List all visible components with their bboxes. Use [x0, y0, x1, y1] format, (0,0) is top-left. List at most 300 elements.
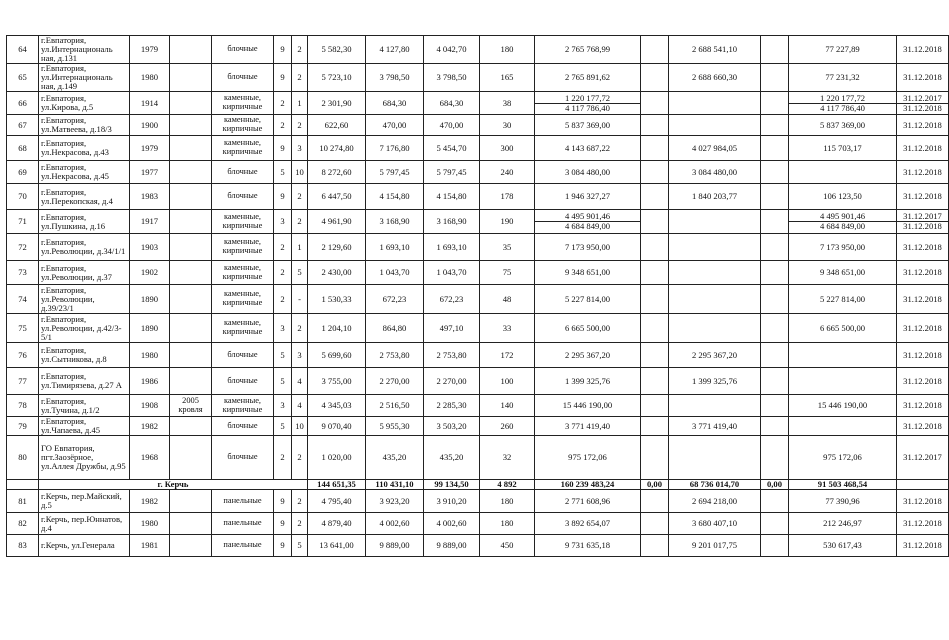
floors-cell: 5 [274, 368, 292, 395]
year-built-cell: 1979 [130, 136, 170, 161]
funding-1-cell [641, 64, 669, 92]
wall-material-cell: каменные, кирпичные [212, 92, 274, 115]
funding-3-cell [761, 161, 789, 184]
funding-2-cell: 3 680 407,10 [669, 513, 761, 535]
subtotal-row [7, 480, 949, 490]
funding-2-cell: 3 084 480,00 [669, 161, 761, 184]
table-body [7, 36, 949, 557]
entrances-cell: 4 [292, 395, 308, 417]
total-cost-cell: 2 771 608,96 [535, 490, 641, 513]
total-area-cell: 4 345,03 [308, 395, 366, 417]
residential-area-cell: 1 043,70 [424, 261, 480, 285]
repair-year-cell [170, 314, 212, 343]
total-area-cell: 1 020,00 [308, 436, 366, 480]
row-number: 79 [7, 417, 39, 436]
year-built-cell: 1980 [130, 513, 170, 535]
funding-1-cell [641, 92, 669, 115]
floors-cell: 2 [274, 436, 292, 480]
total-area-cell: 5 699,60 [308, 343, 366, 368]
total-area-cell: 4 879,40 [308, 513, 366, 535]
funding-4-cell-line: 4 117 786,40 [789, 103, 896, 113]
total-cost-cell: 1 399 325,76 [535, 368, 641, 395]
table-row [7, 490, 949, 513]
total-cost-cell-split [535, 94, 640, 113]
table-row [7, 161, 949, 184]
premises-area-cell: 684,30 [366, 92, 424, 115]
funding-3-cell [761, 535, 789, 557]
funding-2-cell [669, 92, 761, 115]
premises-area-cell: 5 797,45 [366, 161, 424, 184]
entrances-cell: 2 [292, 513, 308, 535]
entrances-cell: 10 [292, 417, 308, 436]
row-number: 71 [7, 210, 39, 234]
funding-4-cell [789, 417, 897, 436]
funding-3-cell [761, 184, 789, 210]
row-number: 70 [7, 184, 39, 210]
premises-area-cell: 1 693,10 [366, 234, 424, 261]
funding-2-cell: 9 201 017,75 [669, 535, 761, 557]
row-number: 73 [7, 261, 39, 285]
deadline-cell: 31.12.2017 [897, 436, 949, 480]
residents-cell: 180 [480, 490, 535, 513]
repair-year-cell [170, 210, 212, 234]
residents-cell: 240 [480, 161, 535, 184]
table-row [7, 92, 949, 115]
residential-area-cell: 497,10 [424, 314, 480, 343]
deadline-cell-line: 31.12.2017 [903, 92, 942, 103]
repair-year-cell [170, 368, 212, 395]
total-area-cell: 2 301,90 [308, 92, 366, 115]
year-built-cell: 1977 [130, 161, 170, 184]
total-area-cell: 9 070,40 [308, 417, 366, 436]
funding-3-cell [761, 368, 789, 395]
residential-area-cell: 5 797,45 [424, 161, 480, 184]
year-built-cell: 1982 [130, 417, 170, 436]
repair-year-cell [170, 535, 212, 557]
table-row [7, 184, 949, 210]
funding-4-cell: 77 227,89 [789, 36, 897, 64]
table-row [7, 343, 949, 368]
address-cell: г.Евпатория, ул.Пушкина, д.16 [39, 210, 130, 234]
table-row [7, 436, 949, 480]
premises-area-cell: 2 270,00 [366, 368, 424, 395]
total-area-cell: 1 204,10 [308, 314, 366, 343]
total-cost-cell: 2 295 367,20 [535, 343, 641, 368]
year-built-cell: 1903 [130, 234, 170, 261]
entrances-cell: 2 [292, 490, 308, 513]
subtotal-funding-4: 91 503 468,54 [789, 480, 897, 490]
floors-cell: 9 [274, 535, 292, 557]
floors-cell: 9 [274, 513, 292, 535]
residents-cell: 30 [480, 115, 535, 136]
funding-2-cell [669, 115, 761, 136]
funding-1-cell [641, 234, 669, 261]
subtotal-residential-area: 99 134,50 [424, 480, 480, 490]
funding-3-cell [761, 285, 789, 314]
residents-cell: 178 [480, 184, 535, 210]
floors-cell: 9 [274, 184, 292, 210]
address-cell: г.Евпатория, ул.Тучина, д.1/2 [39, 395, 130, 417]
funding-4-cell: 77 390,96 [789, 490, 897, 513]
repair-year-cell [170, 184, 212, 210]
repair-year-cell [170, 513, 212, 535]
deadline-cell: 31.12.2018 [897, 261, 949, 285]
residents-cell: 260 [480, 417, 535, 436]
deadline-cell: 31.12.2018 [897, 234, 949, 261]
funding-3-cell [761, 210, 789, 234]
premises-area-cell: 4 002,60 [366, 513, 424, 535]
row-number: 67 [7, 115, 39, 136]
funding-4-cell: 106 123,50 [789, 184, 897, 210]
wall-material-cell: блочные [212, 64, 274, 92]
address-cell: г.Евпатория, ул.Интернациональ ная, д.149 [39, 64, 130, 92]
residential-area-cell: 3 503,20 [424, 417, 480, 436]
premises-area-cell: 4 127,80 [366, 36, 424, 64]
total-cost-cell: 9 731 635,18 [535, 535, 641, 557]
residential-area-cell: 2 753,80 [424, 343, 480, 368]
residential-area-cell: 435,20 [424, 436, 480, 480]
table-row [7, 36, 949, 64]
row-number: 78 [7, 395, 39, 417]
residents-cell: 165 [480, 64, 535, 92]
repair-year-cell [170, 36, 212, 64]
deadline-cell: 31.12.2018 [897, 343, 949, 368]
deadline-cell: 31.12.2018 [897, 417, 949, 436]
row-number: 80 [7, 436, 39, 480]
funding-4-cell: 7 173 950,00 [789, 234, 897, 261]
total-area-cell: 4 795,40 [308, 490, 366, 513]
address-cell: г.Евпатория, ул.Перекопская, д.4 [39, 184, 130, 210]
year-built-cell: 1981 [130, 535, 170, 557]
entrances-cell: 1 [292, 92, 308, 115]
year-built-cell: 1917 [130, 210, 170, 234]
premises-area-cell: 2 753,80 [366, 343, 424, 368]
address-cell: г.Евпатория, ул.Сытникова, д.8 [39, 343, 130, 368]
funding-4-cell-split [789, 212, 896, 231]
table-row [7, 64, 949, 92]
funding-4-cell [789, 343, 897, 368]
total-cost-cell: 9 348 651,00 [535, 261, 641, 285]
address-cell: г.Евпатория, ул.Кирова, д.5 [39, 92, 130, 115]
deadline-cell: 31.12.2018 [897, 136, 949, 161]
total-cost-cell [535, 210, 641, 234]
funding-4-cell [789, 368, 897, 395]
funding-2-cell [669, 314, 761, 343]
deadline-cell-split [897, 212, 948, 231]
total-cost-cell: 3 892 654,07 [535, 513, 641, 535]
total-cost-cell: 1 946 327,27 [535, 184, 641, 210]
total-area-cell: 8 272,60 [308, 161, 366, 184]
address-cell: г.Евпатория, ул.Некрасова, д.45 [39, 161, 130, 184]
funding-3-cell [761, 136, 789, 161]
total-cost-cell: 2 765 891,62 [535, 64, 641, 92]
deadline-cell: 31.12.2018 [897, 161, 949, 184]
table-row [7, 210, 949, 234]
funding-2-cell: 4 027 984,05 [669, 136, 761, 161]
row-number: 82 [7, 513, 39, 535]
floors-cell: 3 [274, 314, 292, 343]
address-cell: г.Евпатория, ул.Матвеева, д.18/3 [39, 115, 130, 136]
total-cost-cell: 3 771 419,40 [535, 417, 641, 436]
funding-4-cell: 9 348 651,00 [789, 261, 897, 285]
wall-material-cell: каменные, кирпичные [212, 210, 274, 234]
funding-4-cell: 115 703,17 [789, 136, 897, 161]
address-cell: г.Керчь, ул.Генерала [39, 535, 130, 557]
table-row [7, 314, 949, 343]
deadline-cell: 31.12.2018 [897, 64, 949, 92]
total-cost-cell: 3 084 480,00 [535, 161, 641, 184]
total-cost-cell-line: 4 495 901,46 [564, 211, 611, 221]
table-row [7, 115, 949, 136]
funding-4-cell: 6 665 500,00 [789, 314, 897, 343]
funding-1-cell [641, 184, 669, 210]
residents-cell: 450 [480, 535, 535, 557]
total-area-cell: 10 274,80 [308, 136, 366, 161]
table-row [7, 136, 949, 161]
total-area-cell: 5 582,30 [308, 36, 366, 64]
total-area-cell: 622,60 [308, 115, 366, 136]
funding-2-cell: 1 399 325,76 [669, 368, 761, 395]
funding-4-cell-line: 4 495 901,46 [819, 211, 866, 221]
floors-cell: 5 [274, 161, 292, 184]
funding-1-cell [641, 535, 669, 557]
repair-year-cell [170, 343, 212, 368]
table-row [7, 234, 949, 261]
funding-2-cell [669, 436, 761, 480]
floors-cell: 9 [274, 36, 292, 64]
table-row [7, 535, 949, 557]
subtotal-funding-2: 68 736 014,70 [669, 480, 761, 490]
funding-3-cell [761, 490, 789, 513]
subtotal-total-cost: 160 239 483,24 [535, 480, 641, 490]
funding-3-cell [761, 36, 789, 64]
wall-material-cell: каменные, кирпичные [212, 285, 274, 314]
table-row [7, 261, 949, 285]
wall-material-cell: блочные [212, 343, 274, 368]
wall-material-cell: каменные, кирпичные [212, 314, 274, 343]
funding-1-cell [641, 115, 669, 136]
total-cost-cell: 975 172,06 [535, 436, 641, 480]
row-number: 69 [7, 161, 39, 184]
residential-area-cell: 1 693,10 [424, 234, 480, 261]
subtotal-premises-area: 110 431,10 [366, 480, 424, 490]
repair-year-cell [170, 92, 212, 115]
wall-material-cell: блочные [212, 184, 274, 210]
deadline-cell-line: 31.12.2017 [903, 211, 942, 221]
deadline-cell: 31.12.2018 [897, 115, 949, 136]
row-number: 83 [7, 535, 39, 557]
entrances-cell: 10 [292, 161, 308, 184]
total-cost-cell-line: 1 220 177,72 [564, 92, 611, 103]
wall-material-cell: каменные, кирпичные [212, 234, 274, 261]
residents-cell: 48 [480, 285, 535, 314]
deadline-cell: 31.12.2018 [897, 490, 949, 513]
deadline-cell: 31.12.2018 [897, 368, 949, 395]
year-built-cell: 1986 [130, 368, 170, 395]
year-built-cell: 1890 [130, 314, 170, 343]
entrances-cell: 2 [292, 210, 308, 234]
funding-4-cell: 975 172,06 [789, 436, 897, 480]
floors-cell: 2 [274, 92, 292, 115]
wall-material-cell: панельные [212, 490, 274, 513]
funding-3-cell [761, 115, 789, 136]
residential-area-cell: 2 285,30 [424, 395, 480, 417]
wall-material-cell: каменные, кирпичные [212, 395, 274, 417]
repair-year-cell [170, 261, 212, 285]
residents-cell: 35 [480, 234, 535, 261]
floors-cell: 3 [274, 210, 292, 234]
funding-3-cell [761, 234, 789, 261]
repair-year-cell [170, 115, 212, 136]
year-built-cell: 1980 [130, 343, 170, 368]
residential-area-cell: 4 002,60 [424, 513, 480, 535]
funding-4-cell: 77 231,32 [789, 64, 897, 92]
premises-area-cell: 3 798,50 [366, 64, 424, 92]
total-area-cell: 5 723,10 [308, 64, 366, 92]
premises-area-cell: 1 043,70 [366, 261, 424, 285]
deadline-cell [897, 210, 949, 234]
floors-cell: 3 [274, 395, 292, 417]
funding-1-cell [641, 490, 669, 513]
funding-4-cell: 212 246,97 [789, 513, 897, 535]
funding-2-cell: 3 771 419,40 [669, 417, 761, 436]
wall-material-cell: каменные, кирпичные [212, 261, 274, 285]
entrances-cell: 5 [292, 261, 308, 285]
row-number: 77 [7, 368, 39, 395]
funding-3-cell [761, 395, 789, 417]
residents-cell: 180 [480, 513, 535, 535]
premises-area-cell: 7 176,80 [366, 136, 424, 161]
funding-4-cell-split [789, 94, 896, 113]
wall-material-cell: блочные [212, 161, 274, 184]
total-cost-cell: 5 837 369,00 [535, 115, 641, 136]
table-row [7, 285, 949, 314]
total-cost-cell: 15 446 190,00 [535, 395, 641, 417]
funding-1-cell [641, 395, 669, 417]
residents-cell: 33 [480, 314, 535, 343]
repair-year-cell [170, 64, 212, 92]
wall-material-cell: блочные [212, 417, 274, 436]
residential-area-cell: 684,30 [424, 92, 480, 115]
address-cell: г.Евпатория, ул.Чапаева, д.45 [39, 417, 130, 436]
funding-2-cell [669, 285, 761, 314]
premises-area-cell: 470,00 [366, 115, 424, 136]
table-row [7, 368, 949, 395]
subtotal-deadline [897, 480, 949, 490]
year-built-cell: 1983 [130, 184, 170, 210]
funding-4-cell-line: 1 220 177,72 [819, 92, 866, 103]
funding-1-cell [641, 368, 669, 395]
total-cost-cell-line: 4 117 786,40 [535, 103, 640, 113]
residents-cell: 140 [480, 395, 535, 417]
total-cost-cell [535, 92, 641, 115]
deadline-cell: 31.12.2018 [897, 285, 949, 314]
subtotal-funding-1: 0,00 [641, 480, 669, 490]
funding-2-cell [669, 210, 761, 234]
floors-cell: 5 [274, 417, 292, 436]
address-cell: г.Евпатория, ул.Некрасова, д.43 [39, 136, 130, 161]
funding-4-cell-line: 4 684 849,00 [789, 221, 896, 231]
subtotal-funding-3: 0,00 [761, 480, 789, 490]
funding-2-cell [669, 261, 761, 285]
deadline-cell: 31.12.2018 [897, 535, 949, 557]
funding-3-cell [761, 513, 789, 535]
year-built-cell: 1914 [130, 92, 170, 115]
address-cell: г.Евпатория, ул.Тимирязева, д.27 А [39, 368, 130, 395]
entrances-cell: - [292, 285, 308, 314]
repair-year-cell: 2005 кровля [170, 395, 212, 417]
table-row [7, 417, 949, 436]
entrances-cell: 2 [292, 64, 308, 92]
row-number: 72 [7, 234, 39, 261]
subtotal-blank [7, 480, 39, 490]
repair-year-cell [170, 417, 212, 436]
total-cost-cell-line: 4 684 849,00 [535, 221, 640, 231]
floors-cell: 9 [274, 490, 292, 513]
residential-area-cell: 470,00 [424, 115, 480, 136]
entrances-cell: 3 [292, 136, 308, 161]
funding-3-cell [761, 417, 789, 436]
repair-year-cell [170, 136, 212, 161]
floors-cell: 9 [274, 136, 292, 161]
funding-2-cell: 2 694 218,00 [669, 490, 761, 513]
residents-cell: 100 [480, 368, 535, 395]
floors-cell: 2 [274, 115, 292, 136]
row-number: 68 [7, 136, 39, 161]
funding-2-cell: 1 840 203,77 [669, 184, 761, 210]
year-built-cell: 1900 [130, 115, 170, 136]
wall-material-cell: каменные, кирпичные [212, 115, 274, 136]
total-area-cell: 4 961,90 [308, 210, 366, 234]
repair-year-cell [170, 436, 212, 480]
row-number: 66 [7, 92, 39, 115]
total-cost-cell: 7 173 950,00 [535, 234, 641, 261]
funding-1-cell [641, 314, 669, 343]
funding-2-cell: 2 688 541,10 [669, 36, 761, 64]
total-cost-cell: 4 143 687,22 [535, 136, 641, 161]
address-cell: г.Евпатория, ул.Интернациональ ная, д.131 [39, 36, 130, 64]
residential-area-cell: 9 889,00 [424, 535, 480, 557]
year-built-cell: 1968 [130, 436, 170, 480]
subtotal-residents: 4 892 [480, 480, 535, 490]
residents-cell: 172 [480, 343, 535, 368]
row-number: 74 [7, 285, 39, 314]
row-number: 64 [7, 36, 39, 64]
year-built-cell: 1979 [130, 36, 170, 64]
funding-4-cell: 530 617,43 [789, 535, 897, 557]
deadline-cell-line: 31.12.2018 [897, 103, 948, 113]
residential-area-cell: 3 168,90 [424, 210, 480, 234]
funding-1-cell [641, 36, 669, 64]
total-area-cell: 3 755,00 [308, 368, 366, 395]
total-cost-cell-split [535, 212, 640, 231]
premises-area-cell: 864,80 [366, 314, 424, 343]
address-cell: г.Евпатория, ул.Революции, д.34/1/1 [39, 234, 130, 261]
repair-year-cell [170, 490, 212, 513]
total-cost-cell: 5 227 814,00 [535, 285, 641, 314]
address-cell: ГО Евпатория, пгт.Заозёрное, ул.Аллея Дружбы, д.95 [39, 436, 130, 480]
total-area-cell: 2 430,00 [308, 261, 366, 285]
residential-area-cell: 4 154,80 [424, 184, 480, 210]
funding-2-cell [669, 234, 761, 261]
funding-2-cell: 2 688 660,30 [669, 64, 761, 92]
wall-material-cell: блочные [212, 436, 274, 480]
deadline-cell: 31.12.2018 [897, 36, 949, 64]
repair-year-cell [170, 161, 212, 184]
funding-3-cell [761, 343, 789, 368]
floors-cell: 5 [274, 343, 292, 368]
funding-3-cell [761, 92, 789, 115]
